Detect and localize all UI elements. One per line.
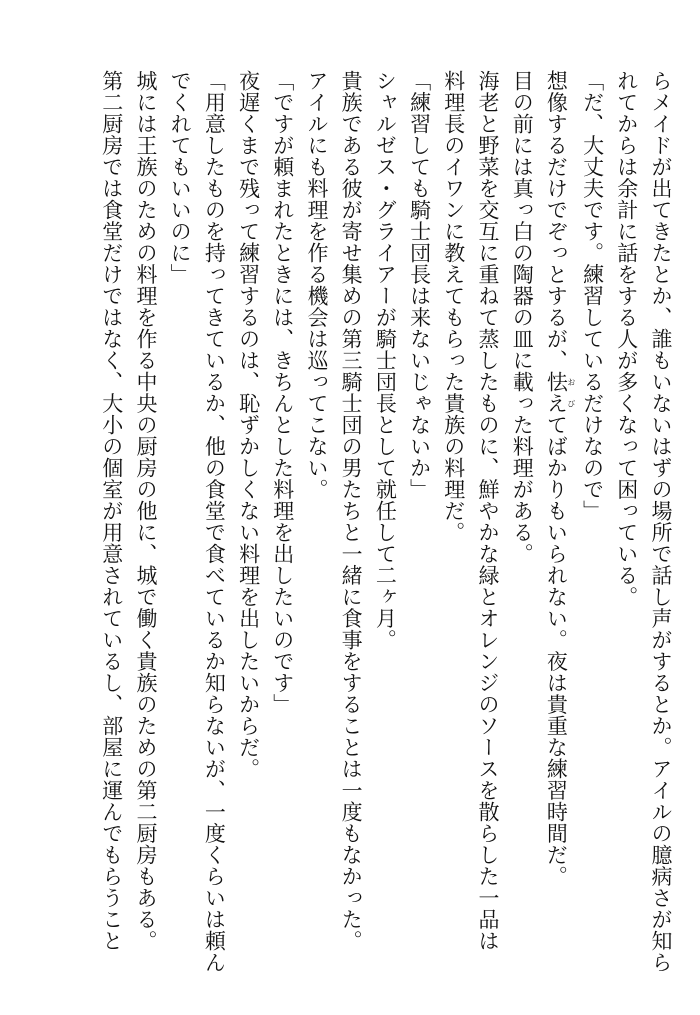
text-line-3: 「だ、大丈夫です。練習しているだけなので」: [580, 70, 605, 522]
furigana-ruby: [544, 371, 576, 414]
text-line-8: 「練習しても騎士団長は来ないじゃないか」: [407, 70, 432, 500]
text-line-9: シャルゼス・グライアーが騎士団長として就任して二ヶ月。: [373, 70, 398, 651]
text-line-4-part-2: てばかりもいられない。夜は貴重な練習時間だ。: [544, 414, 569, 887]
text-line-4-part-1: 想像するだけでぞっとするが、: [544, 70, 569, 371]
text-line-13: 夜遅くまで残って練習するのは、恥ずかしくない料理を出したいからだ。: [236, 70, 261, 780]
text-line-6: 海老と野菜を交互に重ねて蒸したものに、鮮やかな緑とオレンジのソースを散らした一品は: [475, 70, 500, 952]
ruby-reading: おび: [566, 371, 576, 414]
text-line-5: 目の前には真っ白の陶器の皿に載った料理がある。: [510, 70, 535, 565]
text-line-10: 貴族である彼が寄せ集めの第三騎士団の男たちと一緒に食事をすることは一度もなかった。: [339, 70, 364, 952]
text-line-17: 第二厨房では食堂だけではなく、大小の個室が用意されているし、部屋に運んでもらうこと: [99, 70, 124, 952]
text-line-1: らメイドが出てきたとか、誰もいないはずの場所で話し声がするとか。アイルの臆病さが知ら: [649, 70, 673, 973]
text-line-14: 「用意したものを持ってきているか、他の食堂で食べているか知らないが、一度くらいは頼ん: [202, 70, 227, 973]
text-line-15: でくれてもいいのに」: [168, 70, 193, 285]
text-line-16: 城には王族のための料理を作る中央の厨房の他に、城で働く貴族のための第二厨房もある。: [133, 70, 158, 952]
text-line-7: 料理長のイワンに教えてもらった貴族の料理だ。: [441, 70, 466, 543]
ruby-base: 怯え: [544, 371, 569, 414]
text-line-11: アイルにも料理を作る機会は巡ってこない。: [304, 70, 329, 500]
vertical-text-block: [95, 70, 678, 973]
text-line-12: 「ですが頼まれたときには、きちんとした料理を出したいのです」: [270, 70, 295, 715]
text-line-2: れてからは余計に話をする人が多くなって困っている。: [614, 70, 639, 608]
text-line-4: [539, 70, 575, 950]
